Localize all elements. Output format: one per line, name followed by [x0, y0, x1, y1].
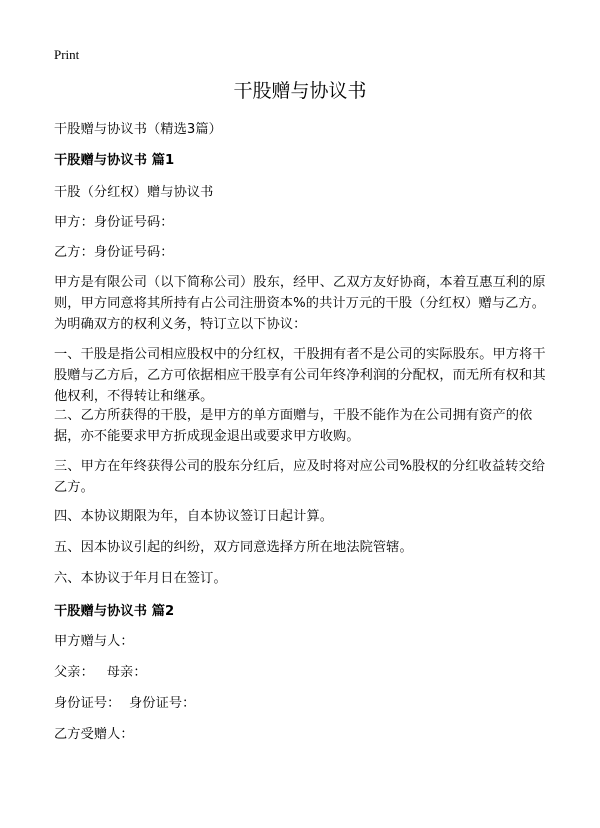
clause-6-paragraph: 六、本协议于年月日在签订。 [54, 571, 227, 586]
clause-5-paragraph: 五、因本协议引起的纠纷，双方同意选择方所在地法院管辖。 [54, 540, 413, 555]
clause-3-paragraph: 三、甲方在年终获得公司的股东分红后，应及时将对应公司%股权的分红收益转交给乙方。 [54, 459, 545, 495]
party-b-id-line: 乙方：身份证号码： [54, 245, 174, 260]
document-subtitle: 干股赠与协议书（精选3篇） [54, 122, 222, 137]
section1-heading: 干股赠与协议书 篇1 [54, 153, 175, 168]
section1-intro-paragraph: 甲方是有限公司（以下简称公司）股东，经甲、乙双方友好协商，本着互惠互利的原则，甲方同意将其所持有占公司注册资本%的共计万元的干股（分红权）赠与乙方。为明确双方的权利义务，特订立以下协议： [54, 275, 546, 332]
id-numbers-line: 身份证号： 身份证号： [54, 696, 196, 711]
party-a-id-line: 甲方：身份证号码： [54, 215, 174, 230]
clause-4-paragraph: 四、本协议期限为年，自本协议签订日起计算。 [54, 509, 334, 524]
document-title: 干股赠与协议书 [233, 80, 367, 102]
donor-line: 甲方赠与人： [54, 634, 134, 649]
recipient-line: 乙方受赠人： [54, 727, 134, 742]
parents-line: 父亲： 母亲： [54, 665, 147, 680]
print-label: Print [54, 47, 80, 62]
clause-1-paragraph: 一、干股是指公司相应股权中的分红权，干股拥有者不是公司的实际股东。甲方将干股赠与乙方后，乙方可依据相应干股享有公司年终净利润的分配权，而无所有权和其他权利，不得转让和继承。 [54, 347, 546, 404]
section2-heading: 干股赠与协议书 篇2 [54, 604, 175, 619]
clause-2-paragraph: 二、乙方所获得的干股，是甲方的单方面赠与，干股不能作为在公司拥有资产的依据，亦不能要求甲方折成现金退出或要求甲方收购。 [54, 408, 533, 444]
section1-doc-name: 干股（分红权）赠与协议书 [54, 185, 214, 200]
